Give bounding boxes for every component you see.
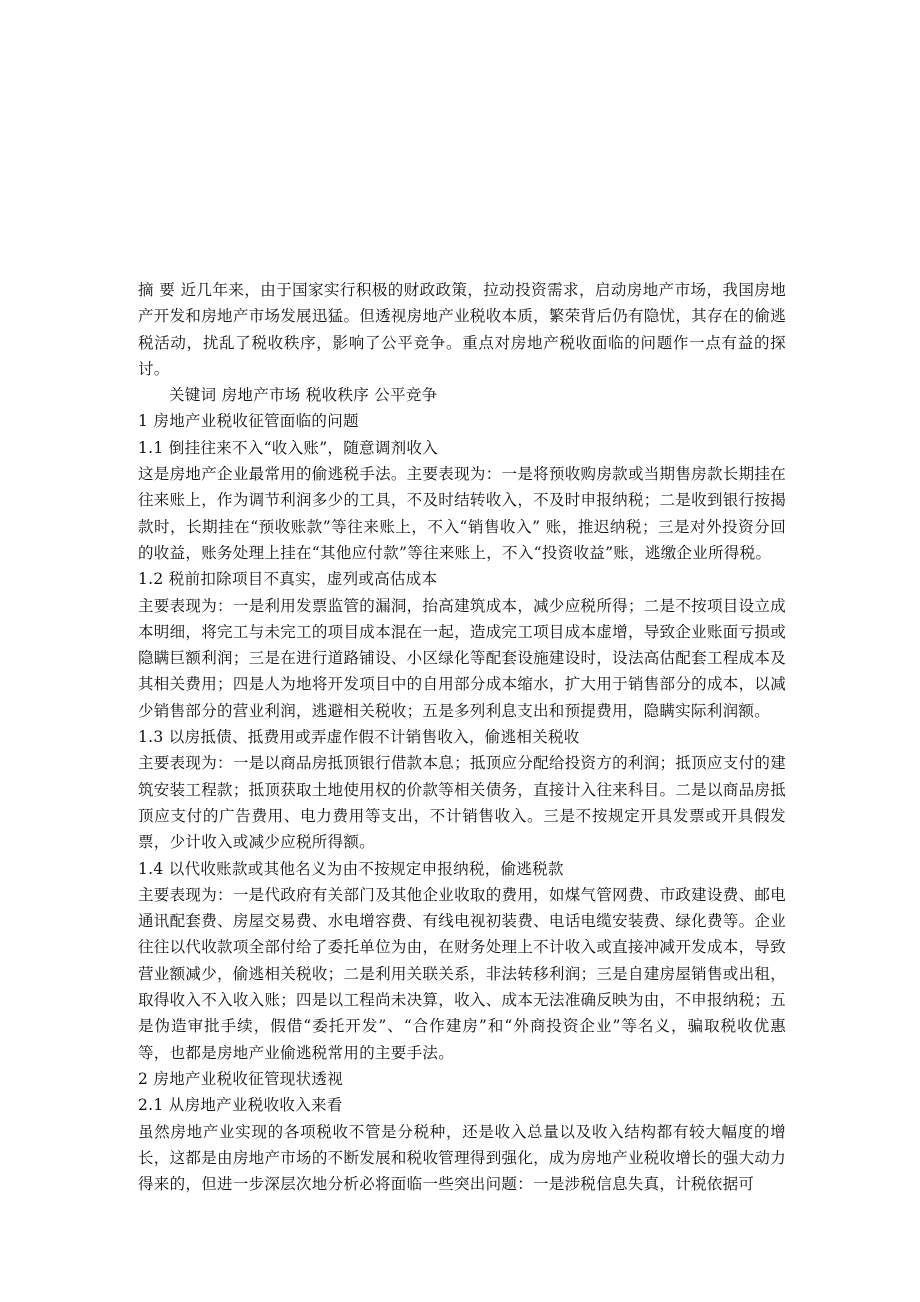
paragraph-1-4: 主要表现为：一是代政府有关部门及其他企业收取的费用，如煤气管网费、市政建设费、邮电通讯配套费、房屋交易费、水电增容费、有线电视初装费、电话电缆安装费、绿化费等。企业往往以代收款项全部付给了委托单位为由，在财务处理上不计收入或直接冲减开发成本，导致营业额减少，偷逃相关税收；二是利用关联关系，非法转移利润；三是自建房屋销售或出租，取得收入不入收入账；四是以工程尚未决算，收入、成本无法准确反映为由，不申报纳税；五是伪造审批手续，假借“委托开发”、“合作建房”和“外商投资企业”等名义，骗取税收优惠等，也都是房地产业偷逃税常用的主要手法。 bbox=[138, 885, 786, 1062]
subsection-heading-1-1: 1.1 倒挂往来不入“收入账”，随意调剂收入 bbox=[138, 438, 439, 457]
document-body bbox=[138, 277, 786, 1197]
paragraph-1-1: 这是房地产企业最常用的偷逃税手法。主要表现为：一是将预收购房款或当期售房款长期挂在往来账上，作为调节利润多少的工具，不及时结转收入，不及时申报纳税；二是收到银行按揭款时，长期挂在“预收账款”等往来账上，不入“销售收入” 账，推迟纳税；三是对外投资分回的收益，账务处理上挂在“其他应付款”等往来账上，不入“投资收益”账，逃缴企业所得税。 bbox=[138, 465, 786, 562]
subsection-heading-1-2: 1.2 税前扣除项目不真实，虚列或高估成本 bbox=[138, 570, 438, 589]
paragraph-1-2: 主要表现为：一是利用发票监管的漏洞，抬高建筑成本，减少应税所得；二是不按项目设立成本明细，将完工与未完工的项目成本混在一起，造成完工项目成本虚增，导致企业账面亏损或隐瞒巨额利润；三是在进行道路铺设、小区绿化等配套设施建设时，设法高估配套工程成本及其相关费用；四是人为地将开发项目中的自用部分成本缩水，扩大用于销售部分的成本，以减少销售部分的营业利润，逃避相关税收；五是多列利息支出和预提费用，隐瞒实际利润额。 bbox=[138, 596, 786, 720]
subsection-heading-2-1: 2.1 从房地产业税收收入来看 bbox=[138, 1096, 343, 1115]
paragraph-1-3: 主要表现为：一是以商品房抵顶银行借款本息；抵顶应分配给投资方的利润；抵顶应支付的建筑安装工程款；抵顶获取土地使用权的价款等相关债务，直接计入往来科目。二是以商品房抵顶应支付的广告费用、电力费用等支出，不计销售收入。三是不按规定开具发票或开具假发票，少计收入或减少应税所得额。 bbox=[138, 754, 786, 852]
abstract-paragraph: 摘 要 近几年来，由于国家实行积极的财政政策，拉动投资需求，启动房地产市场，我国房地产开发和房地产市场发展迅猛。但透视房地产业税收本质，繁荣背后仍有隐忧，其存在的偷逃税活动，扰乱了税收秩序，影响了公平竞争。重点对房地产税收面临的问题作一点有益的探讨。 bbox=[138, 281, 786, 378]
section-heading-1: 1 房地产业税收征管面临的问题 bbox=[138, 412, 359, 431]
subsection-heading-1-3: 1.3 以房抵债、抵费用或弄虚作假不计销售收入，偷逃相关税收 bbox=[138, 728, 580, 747]
keywords-line: 关键词 房地产市场 税收秩序 公平竞争 bbox=[169, 386, 438, 405]
section-heading-2: 2 房地产业税收征管现状透视 bbox=[138, 1069, 343, 1088]
subsection-heading-1-4: 1.4 以代收账款或其他名义为由不按规定申报纳税，偷逃税款 bbox=[138, 859, 564, 878]
paragraph-2-1: 虽然房地产业实现的各项税收不管是分税种，还是收入总量以及收入结构都有较大幅度的增长，这都是由房地产市场的不断发展和税收管理得到强化，成为房地产业税收增长的强大动力得来的，但进一步深层次地分析必将面临一些突出问题：一是涉税信息失真，计税依据可 bbox=[138, 1122, 786, 1194]
